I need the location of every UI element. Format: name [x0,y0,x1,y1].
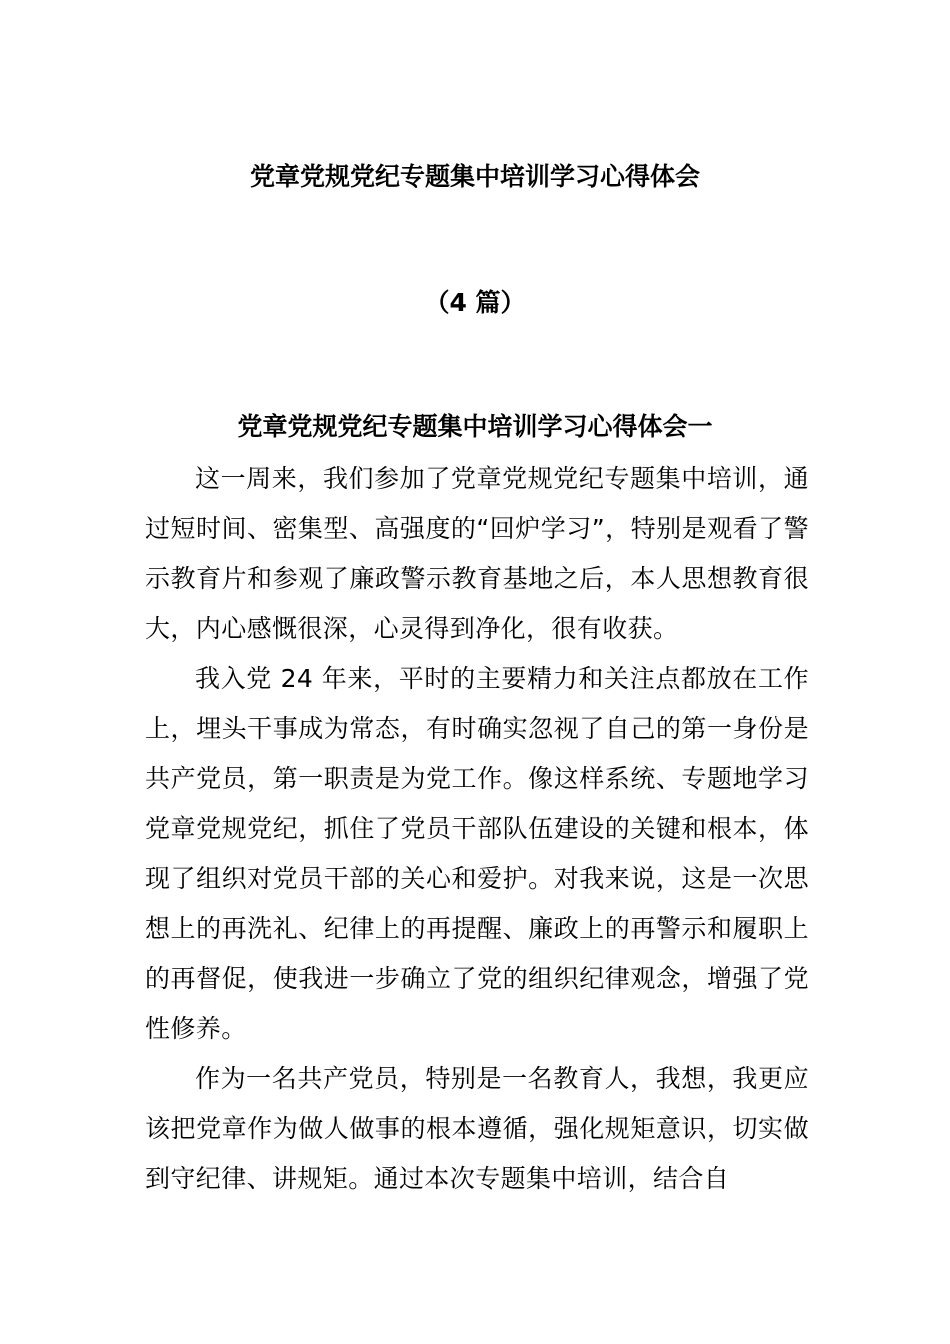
paragraph: 我入党 24 年来，平时的主要精力和关注点都放在工作上，埋头干事成为常态，有时确实忽视了自己的第一身份是共产党员，第一职责是为党工作。像这样系统、专题地学习党章党规党纪，抓住了党员干部队伍建设的关键和根本，体现了组织对党员干部的关心和爱护。对我来说，这是一次思想上的再洗礼、纪律上的再提醒、廉政上的再警示和履职上的再督促，使我进一步确立了党的组织纪律观念，增强了党性修养。 [145,664,809,1043]
paragraph: 这一周来，我们参加了党章党规党纪专题集中培训，通过短时间、密集型、高强度的“回炉学习”，特别是观看了警示教育片和参观了廉政警示教育基地之后，本人思想教育很大，内心感慨很深，心灵得到净化，很有收获。 [145,464,809,643]
section-title: 党章党规党纪专题集中培训学习心得体会一 [237,412,713,441]
article-count: （4 篇） [424,288,526,317]
document-title: 党章党规党纪专题集中培训学习心得体会 [249,162,700,191]
body-text [145,454,809,1204]
paragraph: 作为一名共产党员，特别是一名教育人，我想，我更应该把党章作为做人做事的根本遵循，强化规矩意识，切实做到守纪律、讲规矩。通过本次专题集中培训，结合自 [145,1064,809,1193]
